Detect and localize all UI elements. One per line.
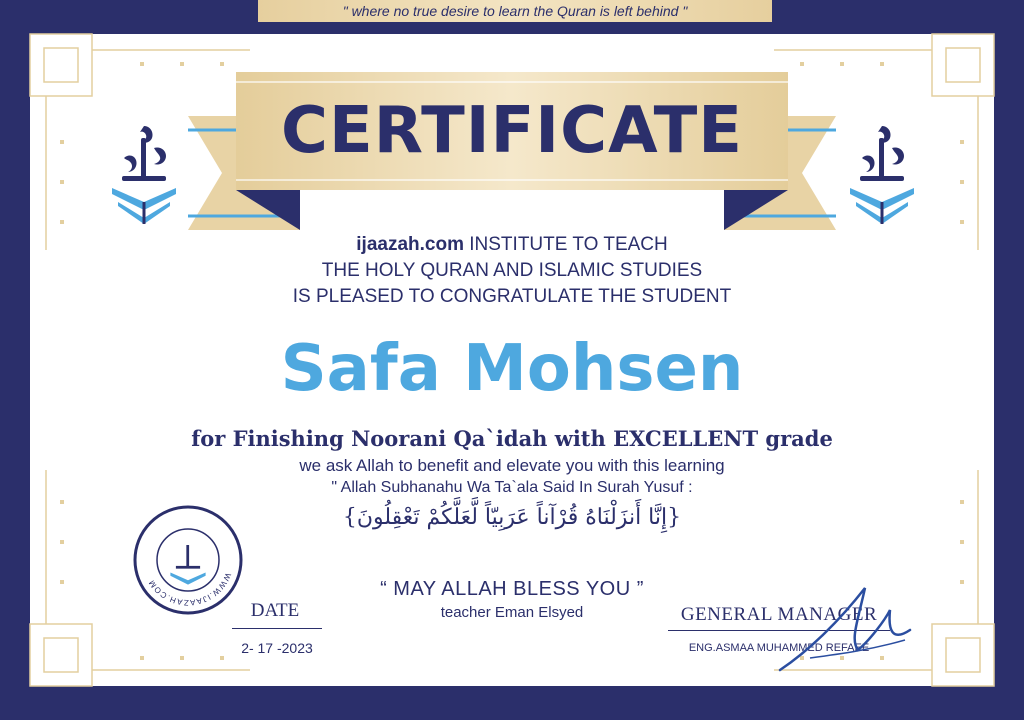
achievement-text: for Finishing Noorani Qa`idah with EXCELLENT grade (191, 426, 833, 451)
intro-line-3: IS PLEASED TO CONGRATULATE THE STUDENT (292, 286, 732, 307)
blessing-text: “ MAY ALLAH BLESS YOU ” (380, 578, 644, 600)
date-rule (232, 628, 322, 629)
brand-name: ijaazah.com (356, 234, 464, 255)
seal-text: WWW.IJAAZAH.COM (146, 571, 233, 608)
ijaazah-logo-icon (104, 118, 184, 228)
intro-line-2: THE HOLY QURAN AND ISLAMIC STUDIES (321, 260, 703, 281)
tagline: " where no true desire to learn the Quran is left behind " (258, 0, 772, 22)
intro-line-1: ijaazah.com INSTITUTE TO TEACH (356, 234, 668, 255)
signature-icon (770, 580, 920, 680)
date-label: DATE (250, 600, 300, 621)
institute-statement (162, 232, 862, 310)
signatory-name: ENG.ASMAA MUHAMMED REFAEE (688, 642, 870, 654)
ijaazah-logo-icon (842, 118, 922, 228)
student-name: Safa Mohsen (280, 332, 744, 406)
signatory-title: GENERAL MANAGER (680, 604, 878, 625)
prayer-text: we ask Allah to benefit and elevate you with this learning (299, 456, 725, 475)
seal-icon (132, 504, 244, 616)
quran-verse: {إِنَّا أَنزَلْنَاهُ قُرْآناً عَرَبِيّاً لَّعَلَّكُمْ تَعْقِلُونَ} (342, 505, 682, 530)
quote-intro: " Allah Subhanahu Wa Ta`ala Said In Surah Yusuf : (331, 479, 693, 496)
teacher-name: teacher Eman Elsyed (440, 604, 584, 621)
date-value: 2- 17 -2023 (241, 640, 313, 656)
certificate-title: CERTIFICATE (281, 94, 743, 168)
